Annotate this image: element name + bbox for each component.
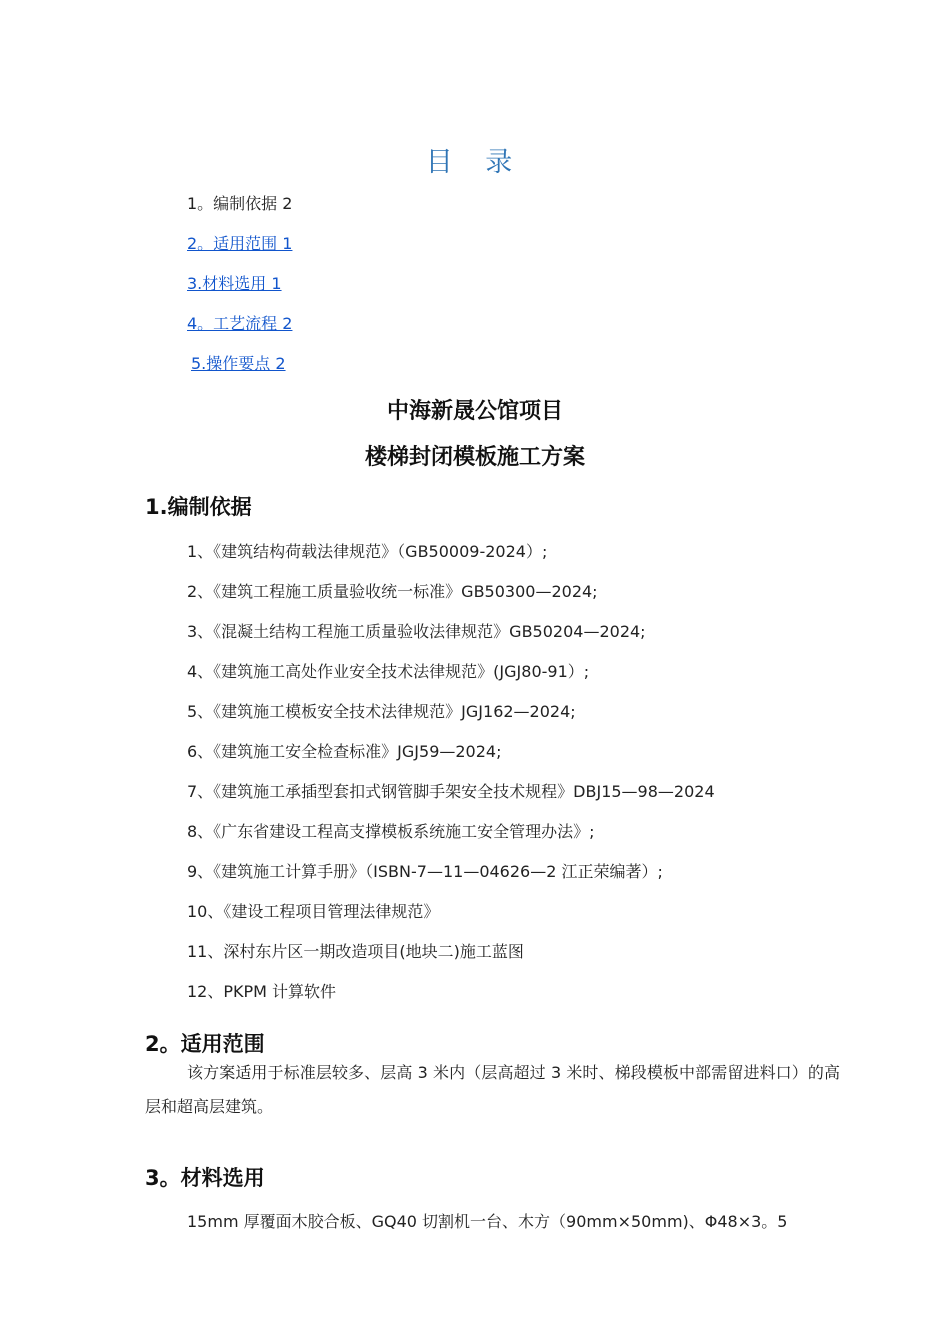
table-of-contents bbox=[187, 190, 292, 390]
list-item: 2、《建筑工程施工质量验收统一标准》GB50300—2024; bbox=[187, 582, 598, 601]
list-item: 11、深村东片区一期改造项目(地块二)施工蓝图 bbox=[187, 942, 524, 961]
section-heading-scope: 2。适用范围 bbox=[145, 1032, 265, 1056]
section-heading-materials: 3。材料选用 bbox=[145, 1166, 265, 1190]
list-item: 7、《建筑施工承插型套扣式钢管脚手架安全技术规程》DBJ15—98—2024 bbox=[187, 782, 715, 801]
toc-item-2[interactable] bbox=[187, 230, 292, 270]
list-item: 5、《建筑施工模板安全技术法律规范》JGJ162—2024; bbox=[187, 702, 576, 721]
toc-link-key-points[interactable]: 5.操作要点 2 bbox=[191, 354, 286, 373]
doc-title-project: 中海新晟公馆项目 bbox=[386, 399, 563, 424]
list-item: 9、《建筑施工计算手册》（ISBN-7—11—04626—2 江正荣编著）; bbox=[187, 862, 663, 881]
toc-link-materials[interactable]: 3.材料选用 1 bbox=[187, 274, 282, 293]
list-item: 8、《广东省建设工程高支撑模板系统施工安全管理办法》; bbox=[187, 822, 595, 841]
list-item: 4、《建筑施工高处作业安全技术法律规范》(JGJ80-91）; bbox=[187, 662, 590, 681]
scope-paragraph: 该方案适用于标准层较多、层高 3 米内（层高超过 3 米时、梯段模板中部需留进料口）的高层和超高层建筑。 bbox=[145, 1063, 840, 1116]
section-heading-basis: 1.编制依据 bbox=[145, 495, 252, 519]
list-item: 6、《建筑施工安全检查标准》JGJ59—2024; bbox=[187, 742, 502, 761]
reference-list bbox=[187, 534, 715, 1014]
toc-item-1 bbox=[187, 190, 292, 230]
list-item: 1、《建筑结构荷载法律规范》（GB50009-2024）; bbox=[187, 542, 548, 561]
doc-title-scheme: 楼梯封闭模板施工方案 bbox=[364, 445, 585, 470]
toc-item-3[interactable] bbox=[187, 270, 292, 310]
toc-item-label: 1。编制依据 2 bbox=[187, 194, 293, 213]
list-item: 10、《建设工程项目管理法律规范》 bbox=[187, 902, 440, 921]
materials-paragraph: 15mm 厚覆面木胶合板、GQ40 切割机一台、木方（90mm×50mm)、Φ48×3。5 bbox=[187, 1212, 788, 1231]
toc-link-process[interactable]: 4。工艺流程 2 bbox=[187, 314, 293, 333]
list-item: 3、《混凝土结构工程施工质量验收法律规范》GB50204—2024; bbox=[187, 622, 646, 641]
toc-item-5[interactable] bbox=[187, 350, 292, 390]
toc-title: 目 录 bbox=[425, 147, 525, 178]
toc-link-scope[interactable]: 2。适用范围 1 bbox=[187, 234, 293, 253]
toc-item-4[interactable] bbox=[187, 310, 292, 350]
list-item: 12、PKPM 计算软件 bbox=[187, 982, 337, 1001]
